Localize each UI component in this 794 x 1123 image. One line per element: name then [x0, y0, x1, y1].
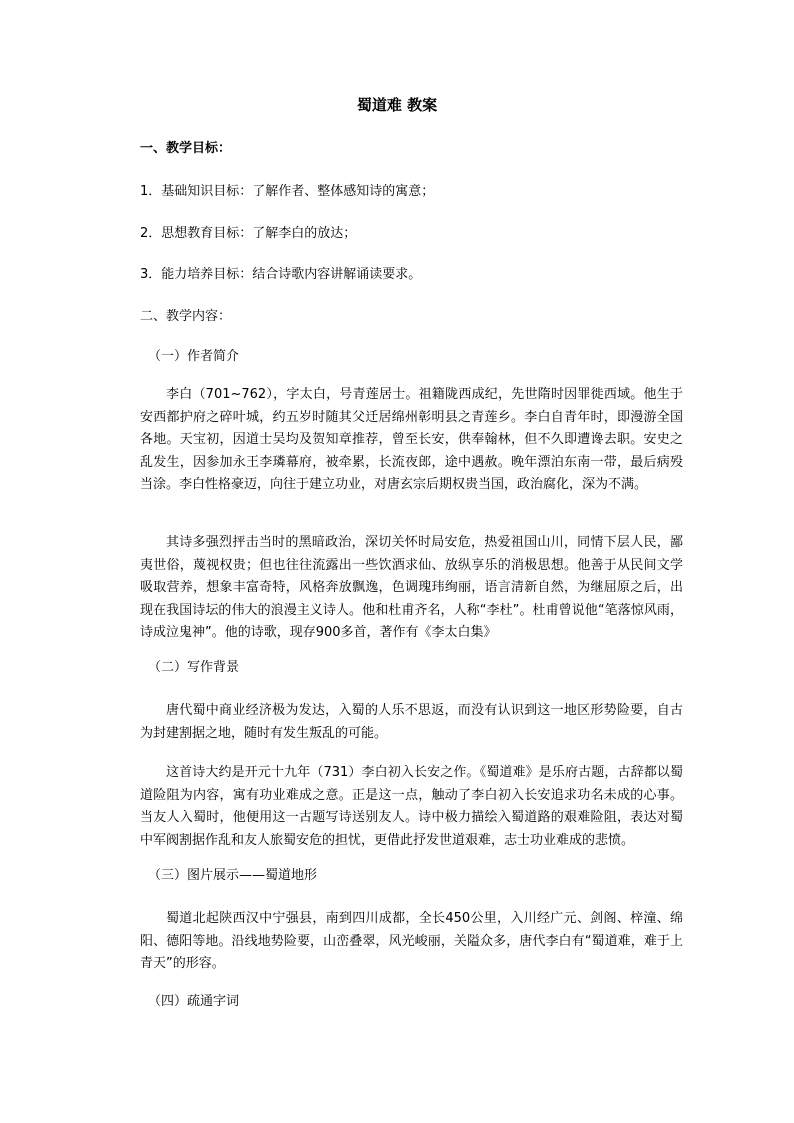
document-title: 蜀道难 教案	[356, 96, 438, 114]
paragraph-author-bio: 李白（701~762），字太白，号青莲居士。祖籍陇西成纪，先世隋时因罪徙西域。他生于安西都护府之碎叶城，约五岁时随其父迁居绵州彰明县之青莲乡。李白自青年时，即漫游全国各地。天宝初，因道士吴均及贺知章推荐，曾至长安，供奉翰林，但不久即遭谗去职。安史之乱发生，因参加永王李璘幕府，被牵累，长流夜郎，途中遇赦。晚年漂泊东南一带，最后病殁当涂。李白性格豪迈，向往于建立功业，对唐玄宗后期权贵当国，政治腐化，深为不满。	[140, 387, 683, 492]
subheading-vocabulary: （四）疏通字词	[148, 994, 240, 1009]
section-heading-goals: 一、教学目标：	[140, 141, 232, 156]
goal-item: 3．能力培养目标：结合诗歌内容讲解诵读要求。	[140, 267, 422, 282]
subheading-terrain: （三）图片展示——蜀道地形	[148, 868, 318, 883]
section-heading-content: 二、教学内容：	[140, 309, 232, 324]
paragraph-background: 唐代蜀中商业经济极为发达，入蜀的人乐不思返，而没有认识到这一地区形势险要，自古为封建割据之地，随时有发生叛乱的可能。	[140, 703, 683, 741]
paragraph-poem-origin: 这首诗大约是开元十九年（731）李白初入长安之作。《蜀道难》是乐府古题，古辞都以蜀道险阻为内容，寓有功业难成之意。正是这一点，触动了李白初入长安追求功名未成的心事。当友人入蜀时，他便用这一古题写诗送别友人。诗中极力描绘入蜀道路的艰难险阻，表达对蜀中军阀割据作乱和友人旅蜀安危的担忧，更借此抒发世道艰难，志士功业难成的悲愤。	[140, 765, 683, 848]
paragraph-terrain: 蜀道北起陕西汉中宁强县，南到四川成都，全长450公里，入川经广元、剑阁、梓潼、绵阳、德阳等地。沿线地势险要，山峦叠翠，风光峻丽，关隘众多，唐代李白有“蜀道难，难于上青天”的形容。	[140, 911, 683, 971]
paragraph-poetry-style: 其诗多强烈抨击当时的黑暗政治，深切关怀时局安危，热爱祖国山川，同情下层人民，鄙夷世俗，蔑视权贵；但也往往流露出一些饮酒求仙、放纵享乐的消极思想。他善于从民间文学吸取营养，想象丰富奇特，风格奔放飘逸，色调瑰玮绚丽，语言清新自然，为继屈原之后，出现在我国诗坛的伟大的浪漫主义诗人。他和杜甫齐名，人称“李杜”。杜甫曾说他“笔落惊风雨，诗成泣鬼神”。他的诗歌，现存900多首，著作有《李太白集》	[140, 535, 683, 640]
subheading-background: （二）写作背景	[148, 660, 240, 675]
subheading-author: （一）作者简介	[148, 349, 240, 364]
goal-item: 2．思想教育目标：了解李白的放达；	[140, 226, 357, 241]
goal-item: 1．基础知识目标：了解作者、整体感知诗的寓意；	[140, 184, 435, 199]
